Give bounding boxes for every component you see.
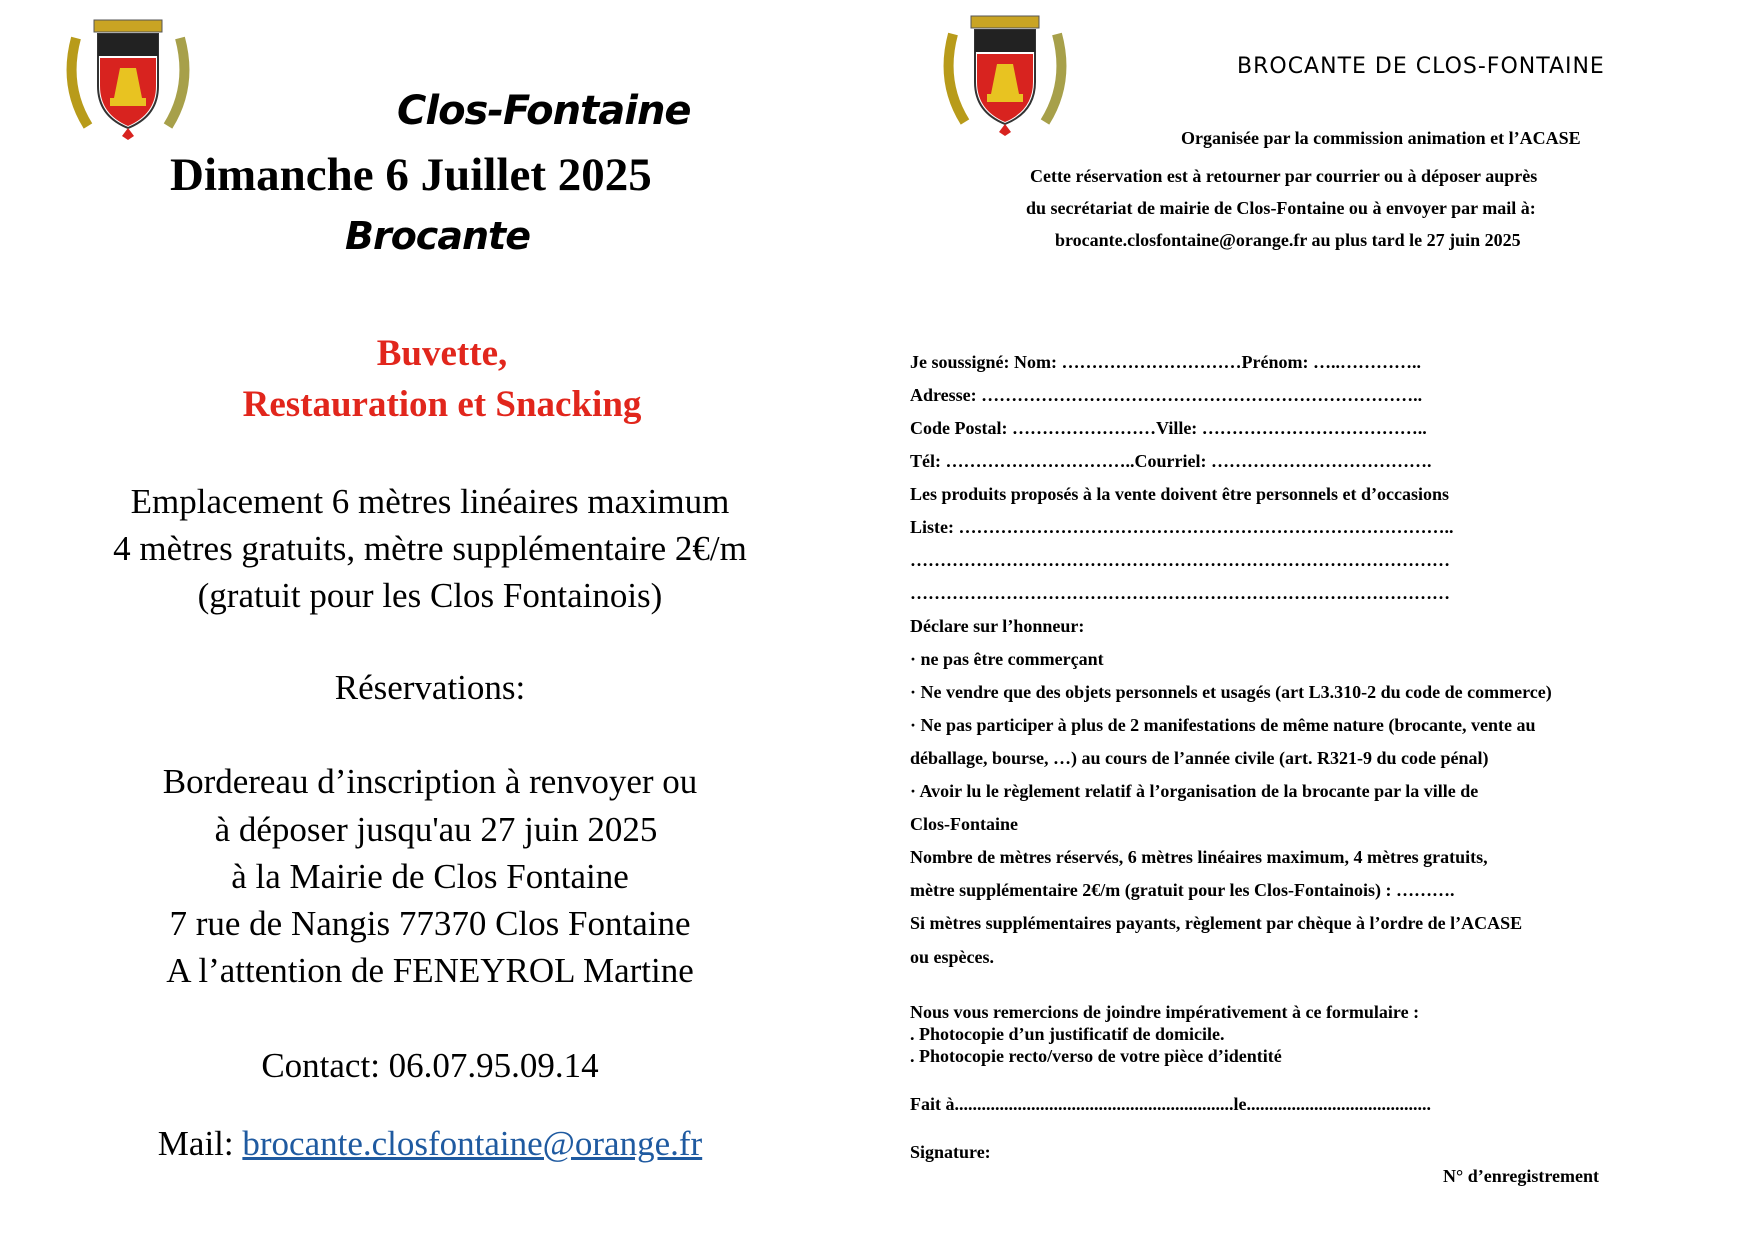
event-date: Dimanche 6 Juillet 2025	[170, 149, 652, 201]
restauration-text: Restauration et Snacking	[242, 384, 642, 425]
join-line: Nous vous remercions de joindre impérativement à ce formulaire :	[910, 1002, 1420, 1022]
form-line-metres: mètre supplémentaire 2€/m (gratuit pour les Clos-Fontainois) : ……….	[910, 880, 1455, 900]
return-line: Cette réservation est à retourner par courrier ou à déposer auprès	[1030, 166, 1538, 186]
emplacement-line: 4 mètres gratuits, mètre supplémentaire 2€/m	[113, 529, 747, 568]
reservations-label: Réservations:	[334, 668, 526, 707]
form-line-list: ………………………………………………………………………………	[910, 583, 1450, 603]
bordereau-line: A l’attention de FENEYROL Martine	[166, 951, 694, 990]
form-line-list: ………………………………………………………………………………	[910, 550, 1450, 570]
emplacement-line: (gratuit pour les Clos Fontainois)	[197, 576, 663, 615]
form-line-declare-item: déballage, bourse, …) au cours de l’année civile (art. R321-9 du code pénal)	[910, 748, 1489, 768]
return-line: du secrétariat de mairie de Clos-Fontaine ou à envoyer par mail à:	[1026, 198, 1536, 218]
form-line-declare-item: · Avoir lu le règlement relatif à l’organisation de la brocante par la ville de	[910, 781, 1479, 801]
form-line-list: Liste: ………………………………………………………………………..	[910, 517, 1454, 537]
form-line-metres: Nombre de mètres réservés, 6 mètres linéaires maximum, 4 mètres gratuits,	[910, 847, 1488, 867]
event-title: Brocante	[345, 214, 530, 258]
form-line-declare-item: Clos-Fontaine	[910, 814, 1018, 834]
mail-label: Mail:	[157, 1124, 243, 1163]
form-line-declare: Déclare sur l’honneur:	[910, 616, 1085, 636]
join-line: . Photocopie recto/verso de votre pièce d’identité	[910, 1046, 1282, 1066]
mail-link[interactable]: brocante.closfontaine@orange.fr	[242, 1124, 703, 1163]
registration-number-label: N° d’enregistrement	[1443, 1166, 1599, 1186]
coat-of-arms-logo	[58, 16, 198, 142]
fait-a-line: Fait à..............................................................le.........................................	[910, 1094, 1431, 1114]
form-line-products: Les produits proposés à la vente doivent être personnels et d’occasions	[910, 484, 1450, 504]
town-title: Clos-Fontaine	[397, 88, 691, 134]
organised-by: Organisée par la commission animation et l’ACASE	[1181, 128, 1581, 148]
bordereau-line: à déposer jusqu'au 27 juin 2025	[214, 810, 658, 849]
form-line-declare-item: · ne pas être commerçant	[910, 649, 1104, 669]
form-line-postal: Code Postal: ……………………Ville: ………………………………..	[910, 418, 1427, 438]
signature-label: Signature:	[910, 1142, 991, 1162]
bordereau-line: à la Mairie de Clos Fontaine	[231, 857, 629, 896]
emplacement-line: Emplacement 6 mètres linéaires maximum	[130, 482, 730, 521]
contact-phone: Contact: 06.07.95.09.14	[261, 1046, 599, 1085]
coat-of-arms-logo	[935, 12, 1075, 138]
form-line-name: Je soussigné: Nom: …………………………Prénom: …..…………..	[910, 352, 1421, 372]
join-line: . Photocopie d’un justificatif de domicile.	[910, 1024, 1225, 1044]
return-line: brocante.closfontaine@orange.fr au plus tard le 27 juin 2025	[1055, 230, 1521, 250]
form-line-address: Adresse: ………………………………………………………………..	[910, 385, 1423, 405]
mail-line	[0, 1124, 860, 1164]
bordereau-line: 7 rue de Nangis 77370 Clos Fontaine	[169, 904, 691, 943]
form-line-declare-item: · Ne pas participer à plus de 2 manifestations de même nature (brocante, vente au	[910, 715, 1536, 735]
form-line-declare-item: · Ne vendre que des objets personnels et usagés (art L3.310-2 du code de commerce)	[910, 682, 1552, 702]
form-line-payment: Si mètres supplémentaires payants, règlement par chèque à l’ordre de l’ACASE	[910, 913, 1523, 933]
form-line-payment: ou espèces.	[910, 947, 994, 967]
bordereau-line: Bordereau d’inscription à renvoyer ou	[162, 762, 698, 801]
buvette-text: Buvette,	[376, 333, 508, 374]
form-line-phone: Tél: …………………………..Courriel: ……………………………….	[910, 451, 1432, 471]
form-header: BROCANTE DE CLOS-FONTAINE	[1237, 54, 1605, 79]
